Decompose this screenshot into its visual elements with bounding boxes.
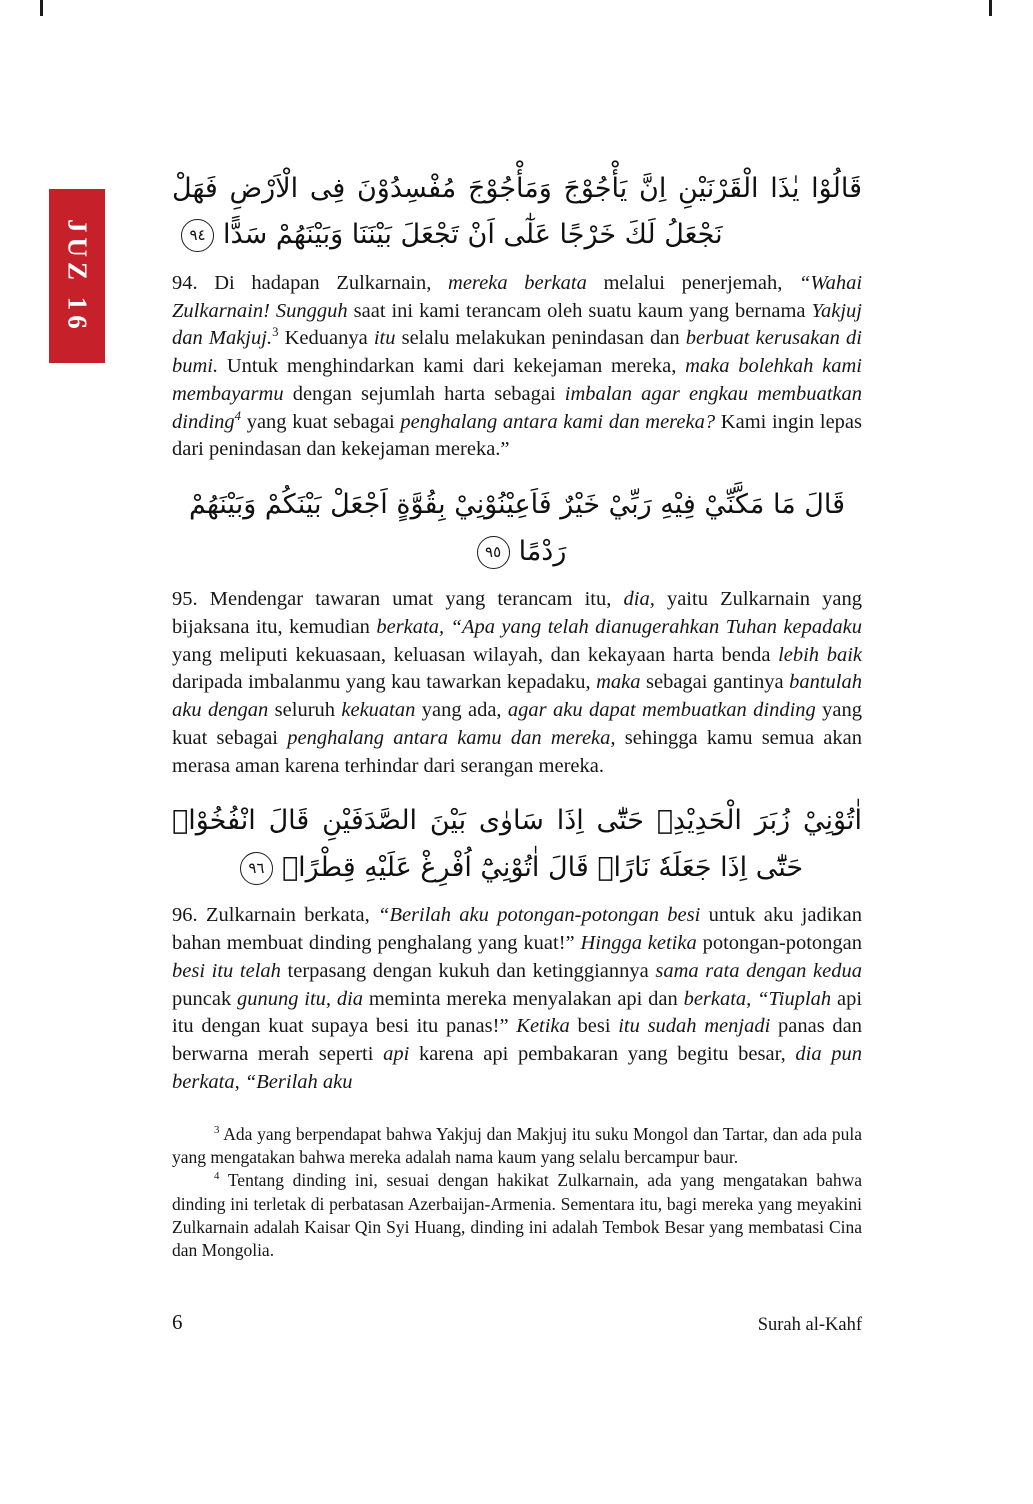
- text-run: penghalang antara kamu dan mereka,: [287, 726, 616, 749]
- text-run: sebagai gantinya: [640, 671, 790, 694]
- text-run: Kami ingin lepas dari penindasan dan kekejaman mereka.”: [172, 410, 862, 461]
- ayah-number-badge-95: ٩٥: [477, 536, 510, 569]
- arabic-text-95: قَالَ مَا مَكَّنِّيْ فِيْهِ رَبِّيْ خَيْرٌ فَاَعِيْنُوْنِيْ بِقُوَّةٍ اَجْعَلْ بَيْنَكُمْ وَبَيْنَهُمْ رَدْمًا: [188, 489, 845, 567]
- text-run: puncak: [172, 987, 237, 1010]
- text-run: Keduanya: [278, 327, 374, 350]
- text-run: besi itu telah: [172, 959, 281, 982]
- arabic-verse-96: [172, 798, 862, 891]
- footnote-3: [172, 1123, 862, 1170]
- text-run: imbalan agar engkau membuatkan dinding: [172, 382, 862, 433]
- text-run: 4: [234, 408, 242, 423]
- text-run: berbuat kerusakan di bumi.: [172, 327, 862, 378]
- text-run: bantulah aku dengan: [172, 671, 862, 722]
- arabic-text-94: قَالُوْا يٰذَا الْقَرْنَيْنِ اِنَّ يَأْجُوْجَ وَمَأْجُوْجَ مُفْسِدُوْنَ فِى الْاَرْضِ فَهَلْ نَجْعَلُ لَكَ خَرْجًا عَلٰٓى اَنْ تَجْعَلَ بَيْنَنَا وَبَيْنَهُمْ سَدًّا: [172, 173, 862, 251]
- text-run: Ada yang berpendapat bahwa Yakjuj dan Makjuj itu suku Mongol dan Tartar, dan ada pula yang mengatakan bahwa mereka adalah nama kaum yang selalu bercampur baur.: [172, 1123, 862, 1167]
- text-run: terpasang dengan kukuh dan ketinggiannya: [280, 959, 656, 982]
- crop-mark: [989, 0, 992, 16]
- text-run: yang meliputi kekuasaan, keluasan wilayah, dan kekayaan harta benda: [172, 643, 779, 666]
- text-run: seluruh: [268, 699, 342, 722]
- text-run: berkata, “Tiuplah: [683, 987, 832, 1010]
- juz-label: JUZ 16: [62, 218, 93, 334]
- crop-mark: [40, 0, 43, 16]
- text-run: panas dan berwarna merah seperti: [172, 1015, 862, 1066]
- text-run: Ketika: [516, 1015, 570, 1038]
- translation-paragraph-95: [172, 586, 862, 780]
- text-run: melalui penerjemah,: [586, 271, 799, 294]
- page-content: [172, 166, 862, 1262]
- text-run: 4: [214, 1170, 220, 1183]
- translation-paragraph-96: [172, 902, 862, 1096]
- text-run: mereka berkata: [448, 271, 587, 294]
- text-run: berkata, “Apa yang telah dianugerahkan Tuhan kepadaku: [376, 615, 862, 638]
- text-run: dia,: [623, 588, 655, 611]
- arabic-verse-94: [172, 166, 862, 259]
- text-run: Hingga ketika: [580, 932, 697, 955]
- text-run: karena api pembakaran yang begitu besar,: [409, 1043, 796, 1066]
- arabic-text-96: اٰتُوْنِيْ زُبَرَ الْحَدِيْدِۗ حَتّٰٓى اِذَا سَاوٰى بَيْنَ الصَّدَفَيْنِ قَالَ انْفُخُوْاۗ حَتّٰٓى اِذَا جَعَلَهٗ نَارًاۙ قَالَ اٰتُوْنِيْٓ اُفْرِغْ عَلَيْهِ قِطْرًاۗ: [172, 805, 862, 883]
- surah-title: Surah al-Kahf: [757, 1315, 862, 1335]
- text-run: maka: [596, 671, 641, 694]
- text-run: meminta mereka menyalakan api dan: [363, 987, 684, 1010]
- text-run: Tentang dinding ini, sesuai dengan hakikat Zulkarnain, ada yang mengatakan bahwa dinding ini terletak di perbatasan Azerbaijan-Armenia. Sementara itu, bagi mereka yang meyakini Zulkarnain adalah Kaisar Qin Syi Huang, dinding ini adalah Tembok Besar yang membatasi Cina dan Mongolia.: [172, 1170, 862, 1261]
- text-run: itu sudah menjadi: [618, 1015, 771, 1038]
- text-run: untuk aku jadikan bahan membuat dinding penghalang yang kuat!”: [172, 904, 862, 955]
- text-run: itu: [373, 327, 396, 350]
- text-run: potongan-potongan: [696, 932, 862, 955]
- text-run: besi: [569, 1015, 619, 1038]
- ayah-number-badge-96: ٩٦: [240, 852, 273, 885]
- text-run: 95. Mendengar tawaran umat yang terancam itu,: [172, 588, 624, 611]
- text-run: dia pun berkata, “Berilah aku: [172, 1043, 862, 1093]
- text-run: 94. Di hadapan Zulkarnain,: [172, 271, 449, 294]
- text-run: saat ini kami terancam oleh suatu kaum yang bernama: [347, 299, 812, 322]
- text-run: kekuatan: [341, 699, 416, 722]
- text-run: api itu dengan kuat supaya besi itu panas!”: [172, 987, 863, 1038]
- text-run: agar aku dapat membuatkan dinding: [507, 699, 816, 722]
- text-run: sehingga kamu semua akan merasa aman karena terhindar dari serangan mereka.: [172, 726, 862, 777]
- text-run: lebih baik: [778, 643, 862, 666]
- text-run: penghalang antara kami dan mereka?: [400, 410, 716, 433]
- ayah-number-badge-94: ٩٤: [181, 219, 214, 252]
- footnotes-section: [172, 1123, 862, 1263]
- text-run: 96. Zulkarnain berkata,: [172, 904, 379, 927]
- translation-paragraph-94: [172, 270, 862, 464]
- text-run: yaitu Zulkarnain yang bijaksana itu, kemudian: [172, 588, 862, 638]
- text-run: daripada imbalanmu yang kau tawarkan kepadaku,: [172, 671, 597, 694]
- text-run: api: [383, 1043, 410, 1066]
- text-run: 3: [272, 325, 279, 340]
- text-run: dengan sejumlah harta sebagai: [283, 382, 565, 405]
- text-run: gunung itu, dia: [237, 987, 364, 1010]
- text-run: Yakjuj dan Makjuj.: [172, 299, 862, 350]
- text-run: “Berilah aku potongan-potongan besi: [378, 904, 701, 927]
- text-run: maka bolehkah kami membayarmu: [172, 355, 862, 405]
- text-run: “Wahai Zulkarnain! Sungguh: [172, 271, 863, 322]
- page-number: 6: [172, 1310, 183, 1334]
- text-run: yang ada,: [415, 699, 508, 722]
- arabic-verse-95: [172, 482, 862, 575]
- text-run: Untuk menghindarkan kami dari kekejaman mereka,: [218, 355, 686, 378]
- footnote-4: [172, 1169, 862, 1262]
- juz-tab: [49, 189, 105, 363]
- text-run: sama rata dengan kedua: [655, 959, 862, 982]
- text-run: yang kuat sebagai: [172, 699, 862, 749]
- text-run: yang kuat sebagai: [241, 410, 401, 433]
- text-run: selalu melakukan penindasan dan: [395, 327, 686, 350]
- text-run: 3: [214, 1123, 220, 1136]
